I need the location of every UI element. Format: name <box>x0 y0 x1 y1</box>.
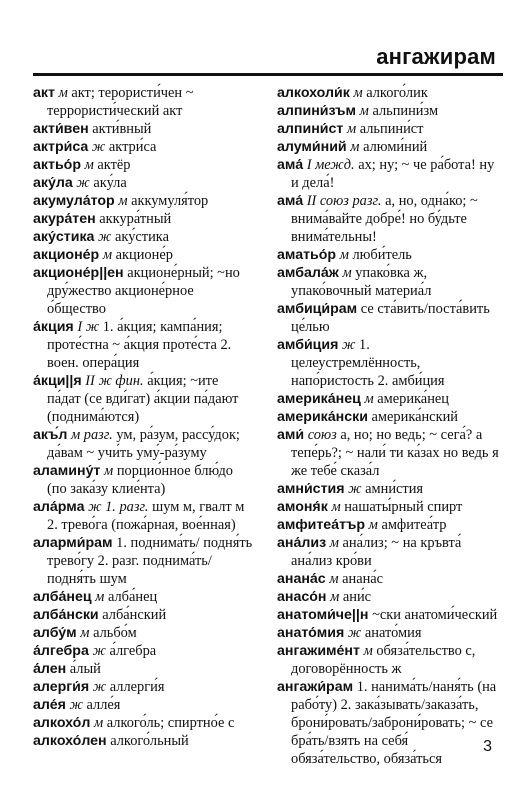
dictionary-entry <box>33 156 255 174</box>
headword: аматьо́р <box>277 247 337 263</box>
dictionary-entry <box>33 732 255 750</box>
grammar-label: ж <box>98 229 112 245</box>
dictionary-entry <box>277 192 499 246</box>
dictionary-entry <box>277 642 499 678</box>
translation: актри́са <box>108 139 157 155</box>
headword: анана́с <box>277 571 326 587</box>
dictionary-entry <box>33 264 255 318</box>
dictionary-entry <box>277 390 499 408</box>
grammar-label: ж <box>91 139 106 155</box>
dictionary-entry <box>33 84 255 120</box>
translation: акт; терористи́чен ~ террористи́ческий акт <box>47 85 194 119</box>
headword: аку́ла <box>33 175 73 191</box>
headword: актьо́р <box>33 157 81 173</box>
translation: алба́нский <box>102 607 167 623</box>
dictionary-entry <box>277 156 499 192</box>
header-rule <box>33 73 503 76</box>
dictionary-entry <box>277 498 499 516</box>
headword: алпини́зъм <box>277 103 357 119</box>
dictionary-entry <box>33 624 255 642</box>
headword: америка́нски <box>277 409 368 425</box>
translation: альпини́зм <box>372 103 439 119</box>
grammar-label: м <box>346 121 357 137</box>
translation: а́лый <box>69 661 101 677</box>
headword: анато́мия <box>277 625 345 641</box>
dictionary-entry <box>277 246 499 264</box>
headword: а́лгебра <box>33 643 89 659</box>
headword: акумула́тор <box>33 193 115 209</box>
grammar-label: ж 1. разг. <box>88 499 149 515</box>
dictionary-entry <box>33 588 255 606</box>
headword: актри́са <box>33 139 89 155</box>
translation: обяза́тельство с, договорённость ж <box>291 643 476 677</box>
grammar-label: м <box>58 85 68 101</box>
grammar-label: м <box>329 571 339 587</box>
translation: 1. поднима́ть/ подня́ть трево́гу 2. разг. поднима́ть/подня́ть шум <box>47 535 253 587</box>
translation: ах; ну; ~ че ра́бота! ну и дела́! <box>291 157 495 191</box>
headword: акционе́р||ен <box>33 265 124 281</box>
translation: анато́мия <box>364 625 422 641</box>
dictionary-entry <box>277 336 499 390</box>
translation: альпини́ст <box>359 121 424 137</box>
headword: ама́ <box>277 193 304 209</box>
dictionary-entry <box>33 246 255 264</box>
grammar-label: ж <box>76 175 90 191</box>
grammar-label: м <box>353 85 363 101</box>
translation: акционе́рный; ~но дру́жество акционе́рное о́бщество <box>47 265 240 317</box>
grammar-label: м <box>329 535 339 551</box>
dictionary-entry <box>277 624 499 642</box>
dictionary-entry <box>33 714 255 732</box>
dictionary-entry <box>33 228 255 246</box>
dictionary-entry <box>277 264 499 300</box>
headword: амби́ция <box>277 337 339 353</box>
headword: анасо́н <box>277 589 327 605</box>
translation: порцио́нное блю́до (по зака́зу клие́нта) <box>47 463 233 497</box>
headword: амни́стия <box>277 481 345 497</box>
dictionary-entry <box>33 642 255 660</box>
translation: ум, ра́зум, рассу́док; да́вам ~ учи́ть уму́-ра́зуму <box>47 427 240 461</box>
right-column <box>277 84 499 768</box>
headword: анатоми́че||н <box>277 607 369 623</box>
grammar-label: м <box>331 499 341 515</box>
headword: акти́вен <box>33 121 89 137</box>
grammar-label: союз <box>307 427 337 443</box>
grammar-label: м <box>359 103 369 119</box>
dictionary-entry <box>33 498 255 534</box>
grammar-label: м <box>80 625 90 641</box>
translation: 1. а́кция; кампа́ния; проте́стна ~ а́кция проте́ста 2. воен. опера́ция <box>47 319 232 371</box>
grammar-label: м <box>102 247 113 263</box>
headword: ангажи́рам <box>277 679 354 695</box>
translation: нашаты́рный спирт <box>344 499 463 515</box>
headword: акъ́л <box>33 427 68 443</box>
headword: аку́стика <box>33 229 95 245</box>
page-header <box>0 0 532 80</box>
grammar-label: м <box>363 643 373 659</box>
headword: акура́тен <box>33 211 96 227</box>
dictionary-entry <box>277 480 499 498</box>
dictionary-entry <box>277 408 499 426</box>
headword: акт <box>33 85 55 101</box>
grammar-label: м <box>104 463 114 479</box>
left-column <box>33 84 255 750</box>
translation: аккура́тный <box>99 211 172 227</box>
dictionary-entry <box>277 138 499 156</box>
translation: 1. нанима́ть/наня́ть (на рабо́ту) 2. зака́зывать/заказа́ть, брони́ровать/заброни́ровать; ~ се бра́ть/взять на себя́ обяза́тельство, обяза́ться <box>291 679 497 767</box>
grammar-label: II ж фин. <box>85 373 144 389</box>
headword: алкохо́лен <box>33 733 107 749</box>
headword: ангажиме́нт <box>277 643 360 659</box>
translation: ана́лиз; ~ на кръвта́ ана́лиз кро́ви <box>291 535 462 569</box>
translation: амфитеа́тр <box>381 517 447 533</box>
grammar-label: ж <box>69 697 83 713</box>
headword: алкохоли́к <box>277 85 350 101</box>
headword: алба́нец <box>33 589 92 605</box>
headword: алкохо́л <box>33 715 91 731</box>
grammar-label: м <box>350 139 360 155</box>
translation: упако́вка ж, упако́вочный материа́л <box>291 265 432 299</box>
headword: акционе́р <box>33 247 100 263</box>
translation: аллерги́я <box>109 679 165 695</box>
headword: албу́м <box>33 625 77 641</box>
translation: а́лгебра <box>109 643 157 659</box>
translation: алба́нец <box>107 589 158 605</box>
grammar-label: I ж <box>77 319 100 335</box>
grammar-label: м <box>342 265 352 281</box>
grammar-label: ж <box>348 481 362 497</box>
dictionary-entry <box>277 516 499 534</box>
dictionary-entry <box>33 606 255 624</box>
translation: а́кция; ~ите па́дат (се вди́гат) а́кции па́дают (поднима́ются) <box>47 373 239 425</box>
running-head: ангажирам <box>376 44 496 69</box>
dictionary-entry <box>33 138 255 156</box>
translation: анана́с <box>342 571 384 587</box>
translation: алкого́льный <box>110 733 189 749</box>
dictionary-entry <box>33 426 255 462</box>
headword: алба́нски <box>33 607 99 623</box>
translation: амни́стия <box>365 481 424 497</box>
dictionary-entry <box>277 84 499 102</box>
headword: амбици́рам <box>277 301 358 317</box>
headword: аламину́т <box>33 463 101 479</box>
dictionary-entry <box>277 102 499 120</box>
dictionary-entry <box>277 606 499 624</box>
translation: алле́я <box>86 697 121 713</box>
grammar-label: ж <box>342 337 356 353</box>
translation: алкого́лик <box>366 85 428 101</box>
headword: ана́лиз <box>277 535 327 551</box>
dictionary-entry <box>277 426 499 480</box>
translation: акти́вный <box>92 121 152 137</box>
grammar-label: ж <box>92 679 107 695</box>
dictionary-entry <box>277 588 499 606</box>
dictionary-entry <box>33 174 255 192</box>
translation: актёр <box>97 157 131 173</box>
headword: ама́ <box>277 157 304 173</box>
translation: шум м, гвалт м 2. трево́га (пожа́рная, вое́нная) <box>47 499 245 533</box>
page-number: 3 <box>483 738 492 755</box>
translation: люби́тель <box>352 247 412 263</box>
headword: аларми́рам <box>33 535 113 551</box>
headword: а́кци||я <box>33 373 82 389</box>
headword: але́я <box>33 697 66 713</box>
translation: аку́ла <box>93 175 127 191</box>
grammar-label: II союз разг. <box>306 193 382 209</box>
headword: ала́рма <box>33 499 85 515</box>
dictionary-entry <box>33 660 255 678</box>
dictionary-entry <box>277 300 499 336</box>
dictionary-entry <box>33 372 255 426</box>
translation: а, но, одна́ко; ~ внима́вайте добре́! но бу́дьте внима́тельны! <box>291 193 478 245</box>
translation: ани́с <box>342 589 372 605</box>
headword: алпини́ст <box>277 121 344 137</box>
headword: алуми́ний <box>277 139 347 155</box>
headword: алерги́я <box>33 679 90 695</box>
translation: аккумуля́тор <box>131 193 209 209</box>
translation: альбо́м <box>93 625 137 641</box>
dictionary-entry <box>33 210 255 228</box>
dictionary-entry <box>277 534 499 570</box>
dictionary-entry <box>277 678 499 768</box>
grammar-label: м <box>118 193 128 209</box>
translation: америка́нец <box>377 391 449 407</box>
dictionary-entry <box>277 120 499 138</box>
translation: алюми́ний <box>363 139 428 155</box>
headword: амфитеа́тър <box>277 517 366 533</box>
translation: ~ски анатоми́ческий <box>372 607 498 623</box>
headword: амбала́ж <box>277 265 339 281</box>
headword: амоня́к <box>277 499 328 515</box>
grammar-label: м <box>368 517 378 533</box>
grammar-label: I межд. <box>306 157 355 173</box>
headword: ами́ <box>277 427 305 443</box>
dictionary-entry <box>33 120 255 138</box>
grammar-label: м <box>95 589 105 605</box>
grammar-label: м <box>84 157 94 173</box>
headword: америка́нец <box>277 391 361 407</box>
dictionary-entry <box>33 534 255 588</box>
grammar-label: ж <box>92 643 106 659</box>
grammar-label: м <box>364 391 374 407</box>
headword: а́лен <box>33 661 67 677</box>
translation: аку́стика <box>115 229 169 245</box>
dictionary-entry <box>33 318 255 372</box>
translation: алкого́ль; спиртно́е с <box>106 715 235 731</box>
grammar-label: м разг. <box>70 427 113 443</box>
translation: а, но; но ведь; ~ сега́? а тепе́рь?; ~ нали́ ти ка́зах но ведь я же тебе́ сказа́л <box>291 427 499 479</box>
dictionary-entry <box>277 570 499 588</box>
translation: акционе́р <box>115 247 173 263</box>
headword: а́кция <box>33 319 74 335</box>
dictionary-entry <box>33 696 255 714</box>
translation: се ста́вить/поста́вить це́лью <box>291 301 490 335</box>
dictionary-entry <box>33 462 255 498</box>
dictionary-entry <box>33 192 255 210</box>
grammar-label: м <box>330 589 340 605</box>
grammar-label: м <box>93 715 104 731</box>
translation: 1. целеустремлённость, напо́ристость 2. амби́ция <box>291 337 445 389</box>
dictionary-entry <box>33 678 255 696</box>
grammar-label: м <box>339 247 349 263</box>
translation: америка́нский <box>371 409 458 425</box>
grammar-label: ж <box>347 625 362 641</box>
